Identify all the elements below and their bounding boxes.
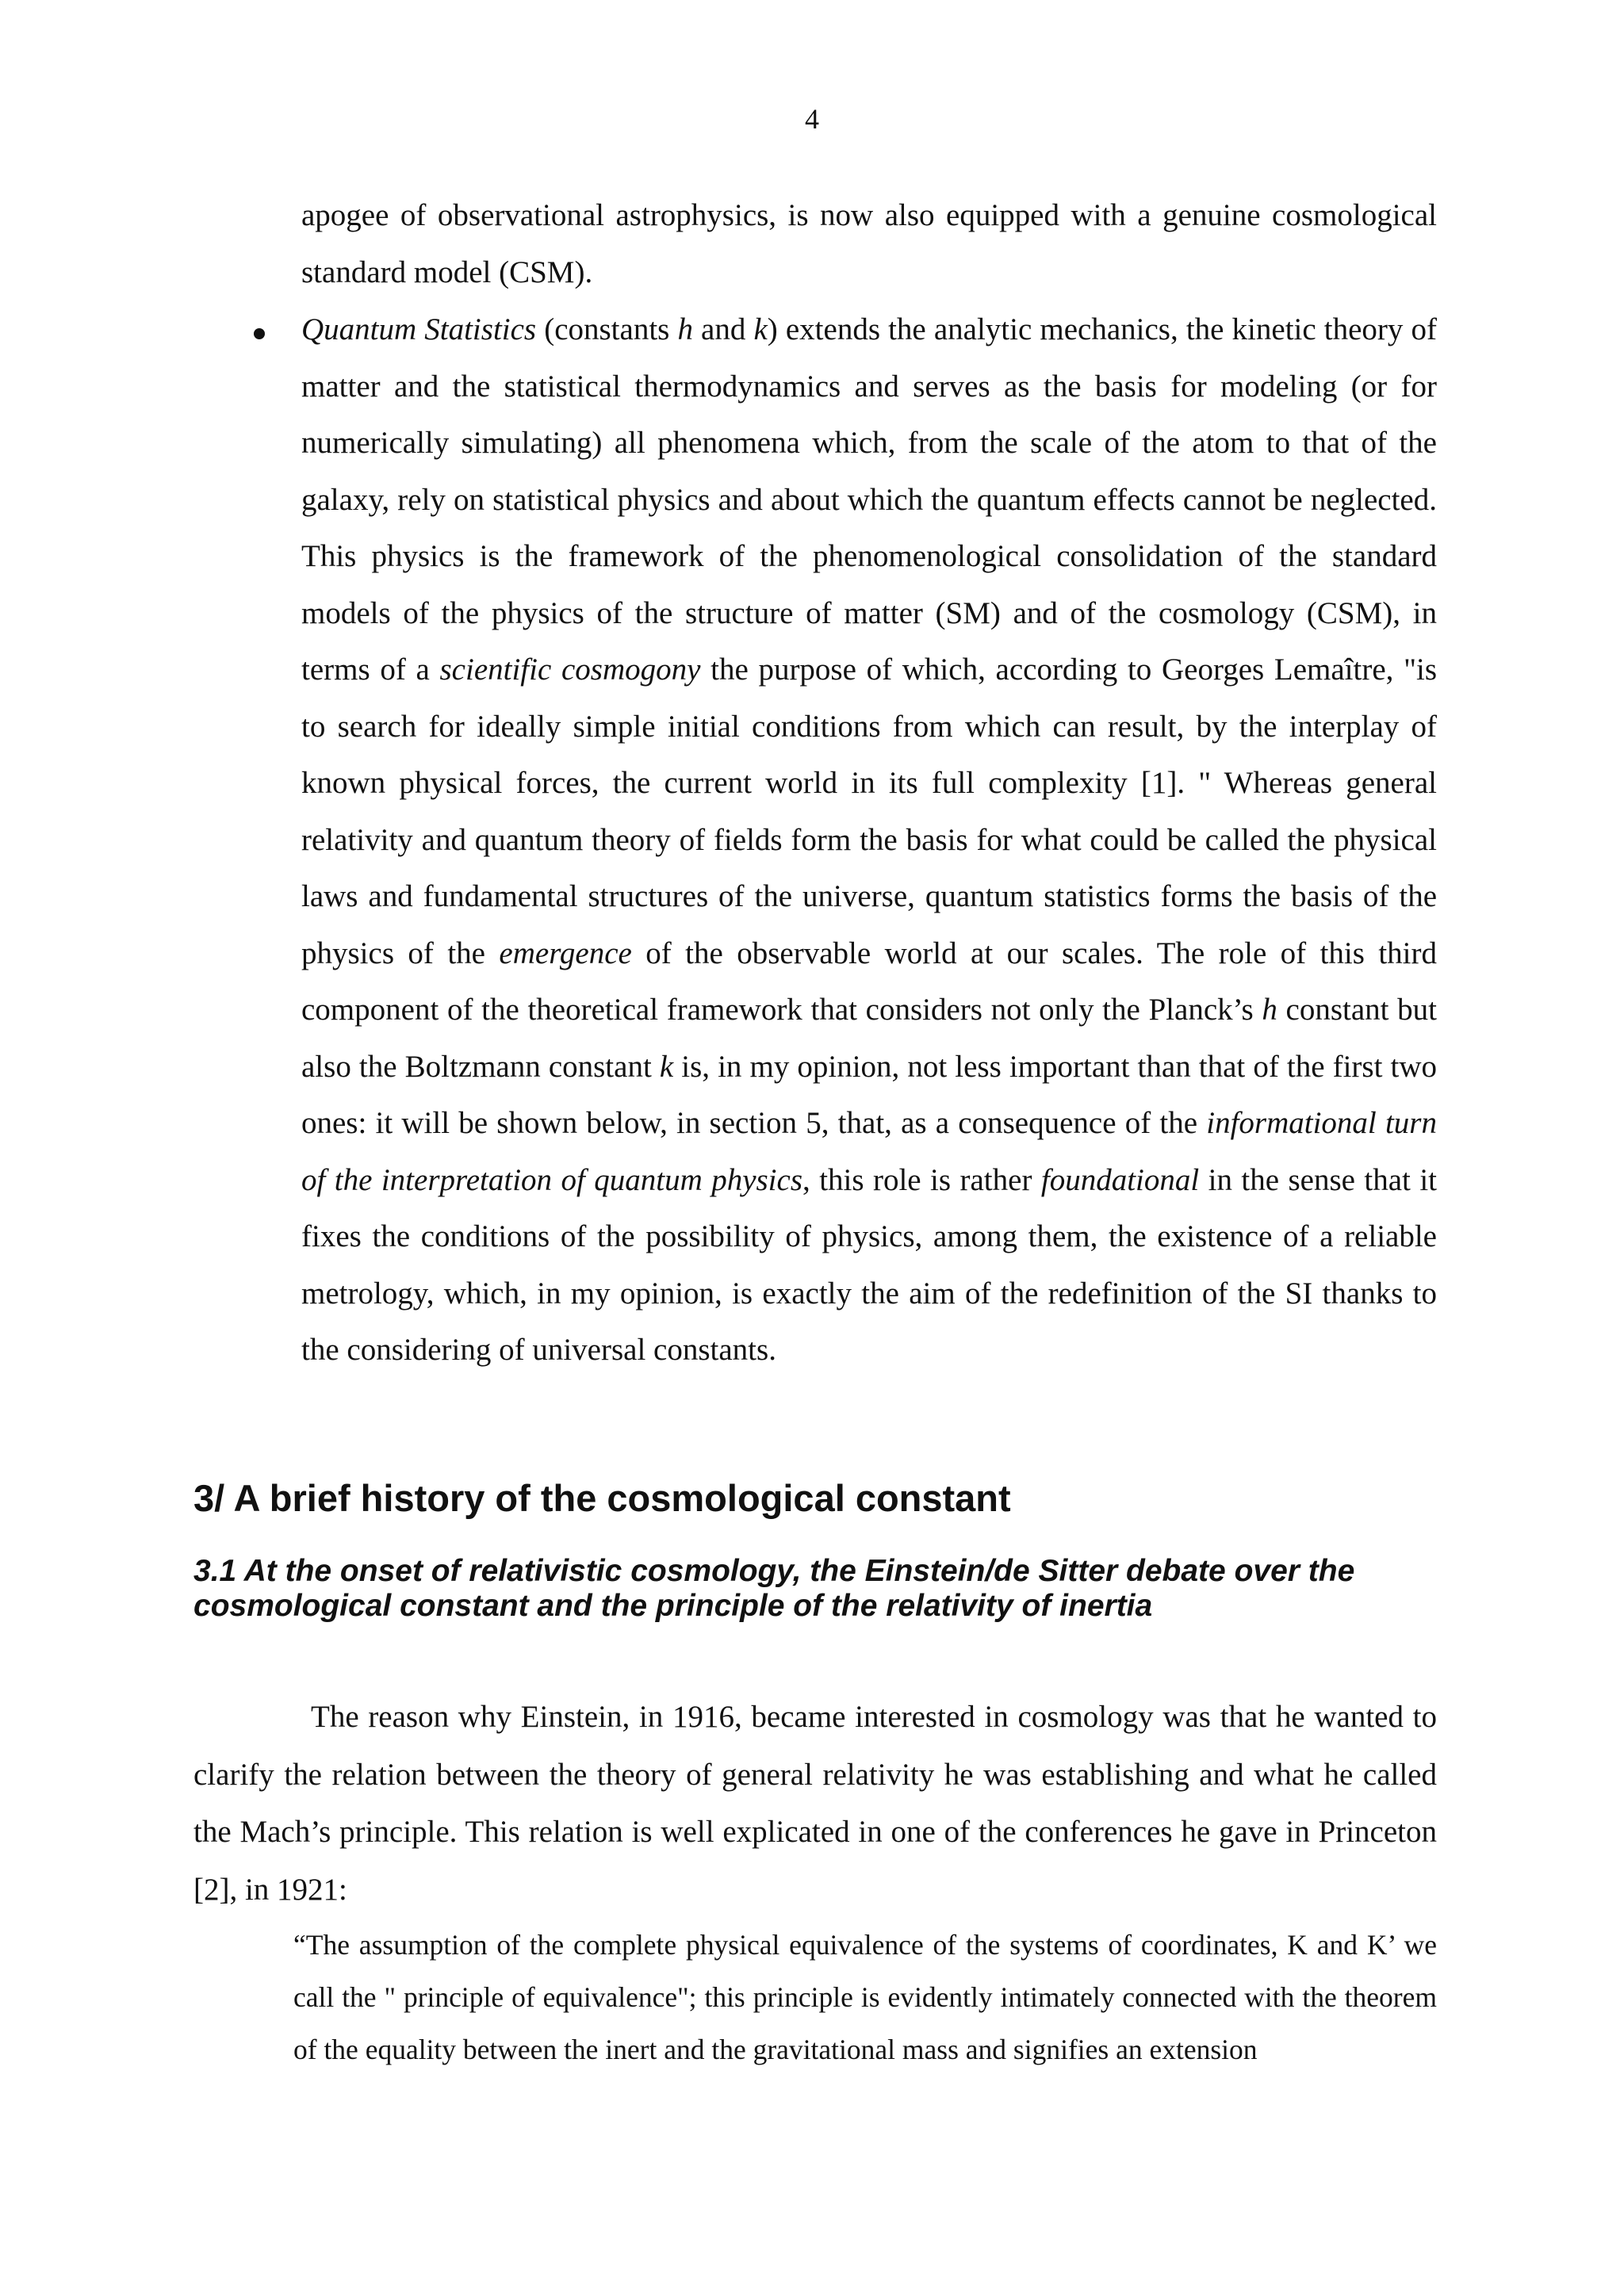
em-informational-turn: informational turn of the interpretation of quantum physics <box>301 1106 1437 1197</box>
term-quantum-statistics: Quantum Statistics <box>301 312 537 346</box>
continued-bullet-text <box>301 187 1437 300</box>
block-quote: “The assumption of the complete physical equivalence of the systems of coordinates, K and K’ we call the " principle of equivalence"; this principle is evidently intimately connected with the theorem of the equality between the inert and the gravitational mass and signifies an extension <box>293 1929 1437 2065</box>
continuation-paragraph: apogee of observational astrophysics, is now also equipped with a genuine cosmological standard model (CSM). <box>301 198 1437 289</box>
page-number: 4 <box>805 103 819 135</box>
em-foundational: foundational <box>1040 1162 1200 1197</box>
bullet-paragraph <box>301 301 1437 1379</box>
bullet-body: Quantum Statistics (constants h and k) extends the analytic mechanics, the kinetic theory of matter and the statistical thermodynamics and serves as the basis for modeling (or for numerically simulating) all phenomena which, from the scale of the atom to that of the galaxy, rely on statistical physics and about which the quantum effects cannot be neglected. This physics is the framework of the phenomenological consolidation of the standard models of the physics of the structure of matter (SM) and of the cosmology (CSM), in terms of a scientific cosmogony the purpose of which, according to Georges Lemaître, "is to search for ideally simple initial conditions from which can result, by the interplay of known physical forces, the current world in its full complexity [1]. " Whereas general relativity and quantum theory of fields form the basis for what could be called the physical laws and fundamental structures of the universe, quantum statistics forms the basis of the physics of the emergence of the observable world at our scales. The role of this third component of the theoretical framework that considers not only the Planck’s h constant but also the Boltzmann constant k is, in my opinion, not less important than that of the first two ones: it will be shown below, in section 5, that, as a consequence of the informational turn of the interpretation of quantum physics, this role is rather foundational in the sense that it fixes the conditions of the possibility of physics, among them, the existence of a reliable metrology, which, in my opinion, is exactly the aim of the redefinition of the SI thanks to the considering of universal constants. <box>301 312 1438 1367</box>
subsection-heading: 3.1 At the onset of relativistic cosmology, the Einstein/de Sitter debate over the cosmological constant and the principle of the relativity of inertia <box>193 1554 1355 1623</box>
em-scientific-cosmogony: scientific cosmogony <box>439 652 701 687</box>
section-heading: 3/ A brief history of the cosmological constant <box>193 1477 1011 1519</box>
body-paragraph: The reason why Einstein, in 1916, became interested in cosmology was that he wanted to clarify the relation between the theory of general relativity he was establishing and what he called the Mach’s principle. This relation is well explicated in one of the conferences he gave in Princeton [2], in 1921: <box>193 1700 1437 1907</box>
em-emergence: emergence <box>499 936 632 970</box>
bullet-icon <box>254 328 265 339</box>
